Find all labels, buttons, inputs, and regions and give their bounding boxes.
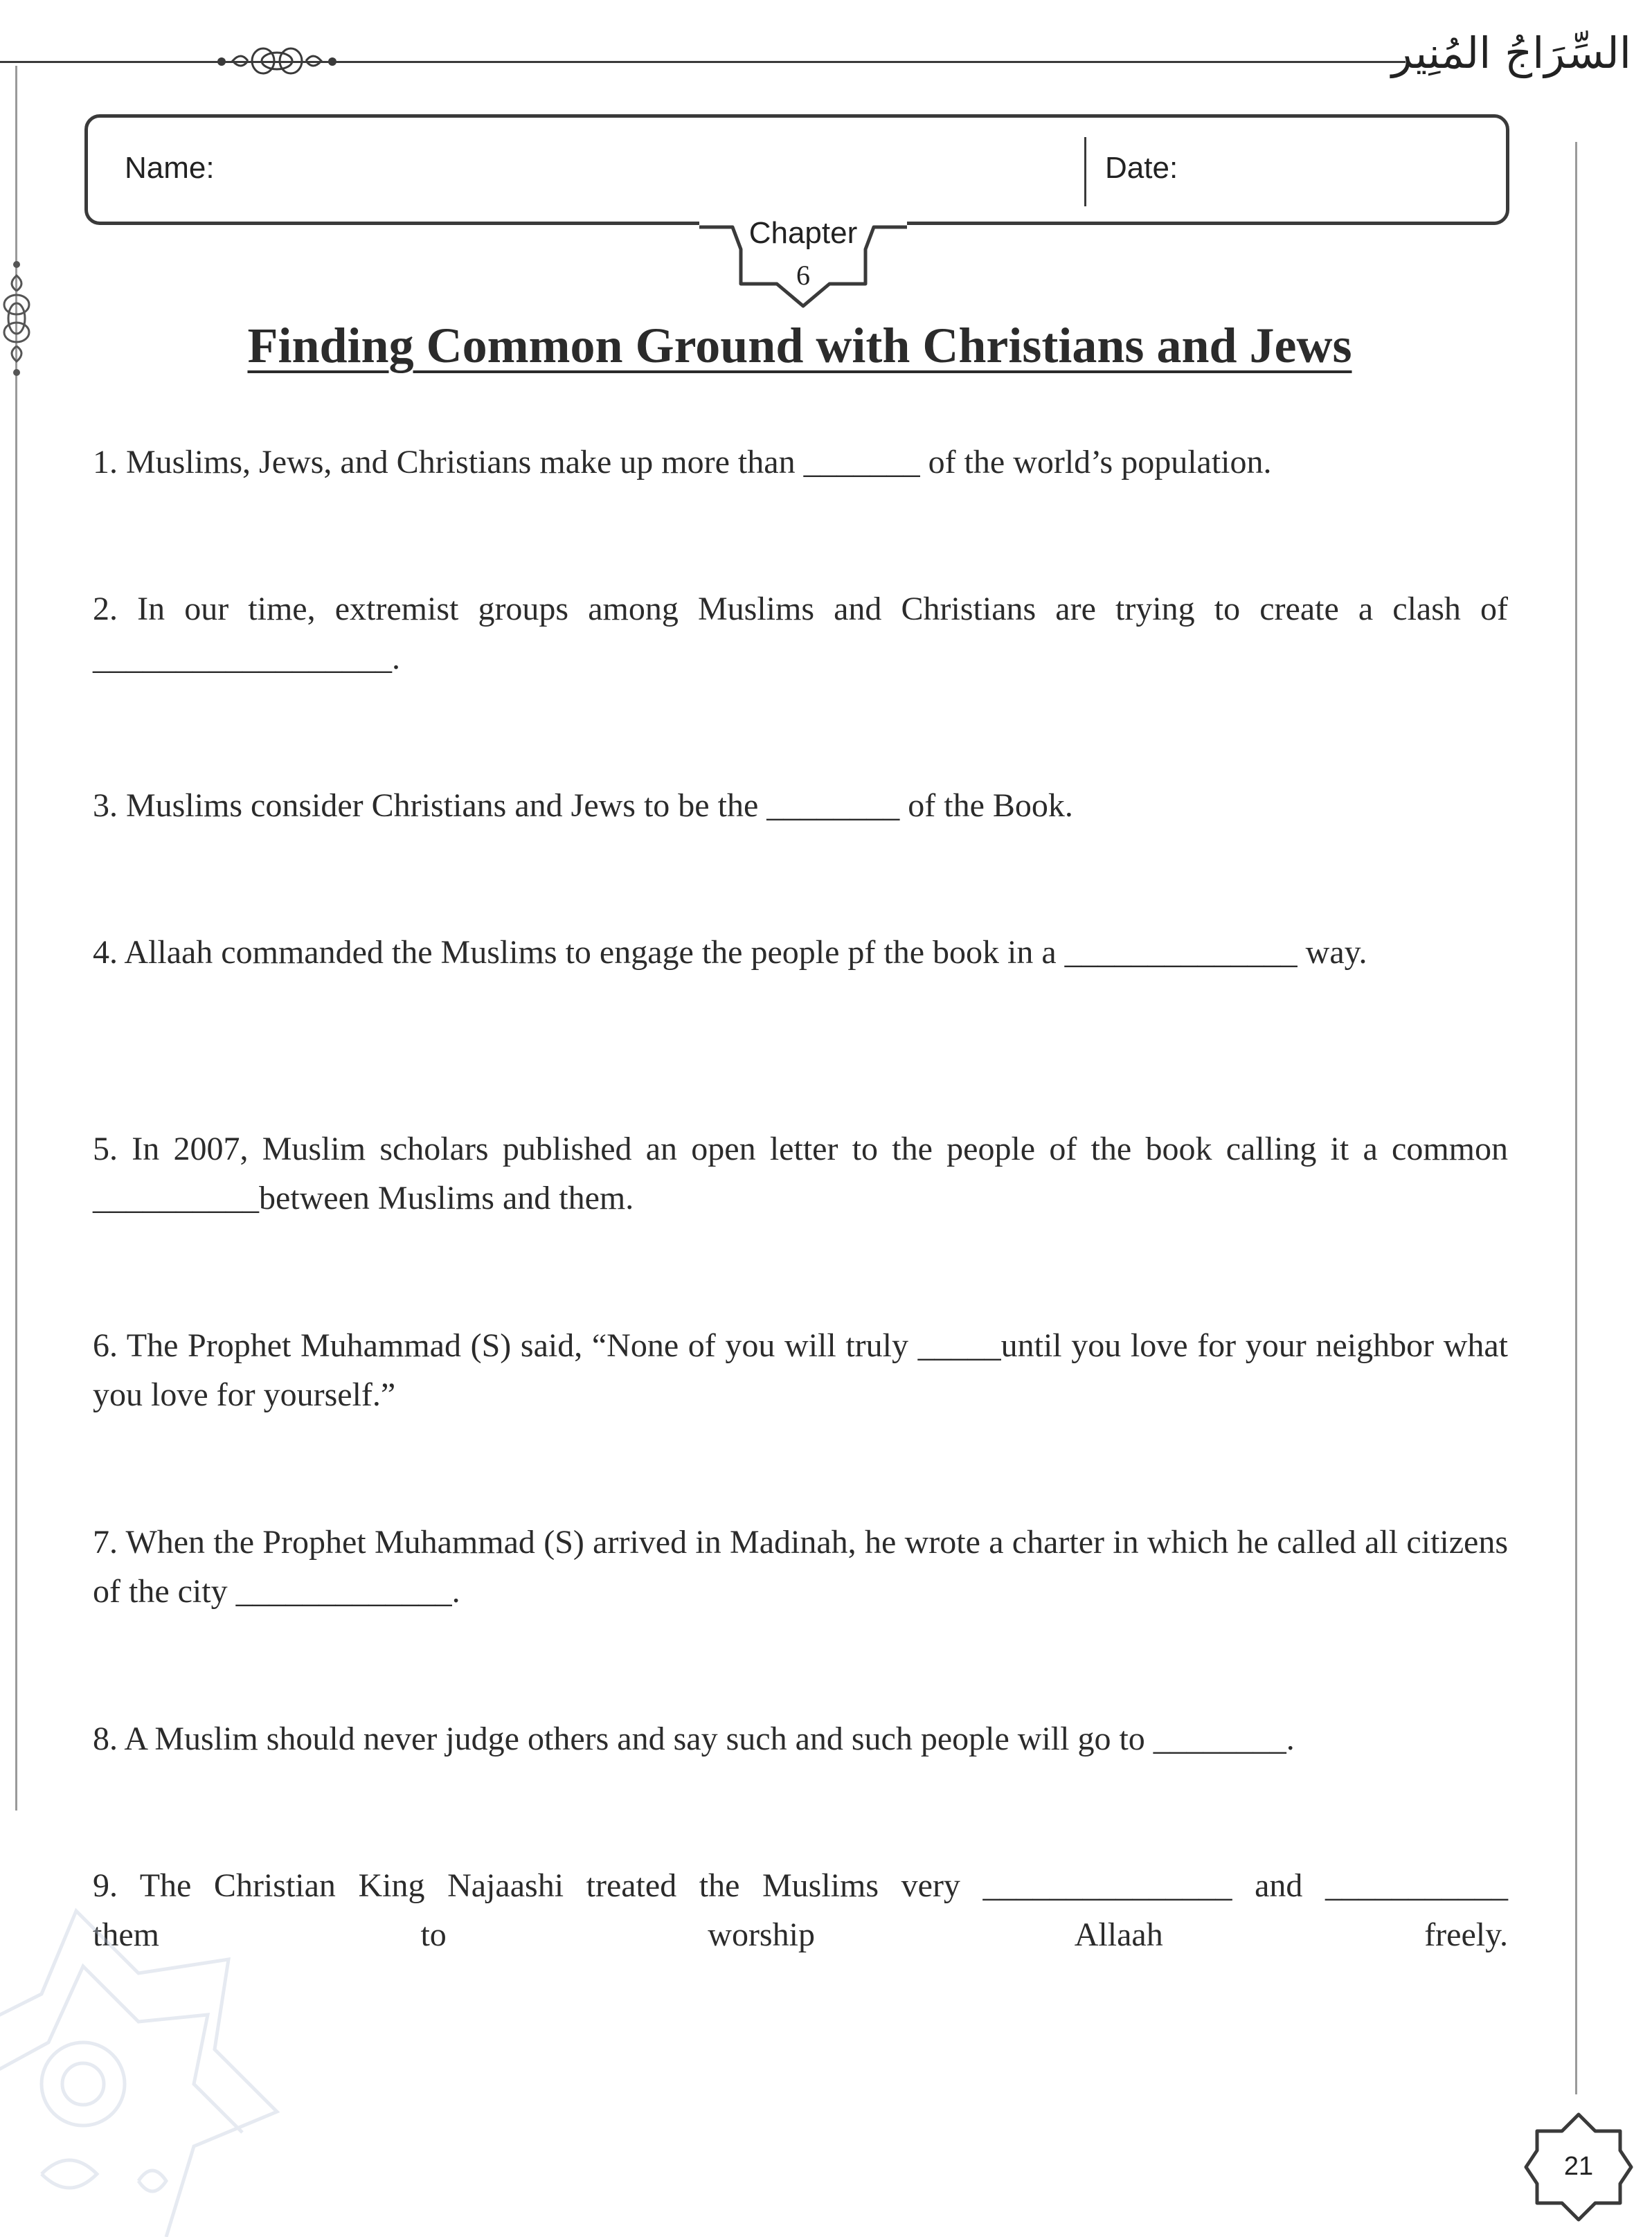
question-1: 1. Muslims, Jews, and Christians make up more than _______ of the world’s population. (93, 444, 1272, 480)
name-date-box (84, 114, 1509, 225)
flourish-ornament-icon (208, 40, 346, 82)
question-4: 4. Allaah commanded the Muslims to engage the people pf the book in a ______________ way. (93, 934, 1367, 971)
chapter-number: 6 (796, 260, 810, 291)
date-label: Date: (1105, 151, 1178, 185)
watermark-ornament-icon (0, 1856, 360, 2237)
right-border-line (1575, 142, 1577, 2094)
worksheet-title (0, 317, 1599, 375)
question-9: 9. The Christian King Najaashi treated the Muslims very _______________ and ___________ them to worship Allaah freely. (93, 1867, 1508, 1953)
question-2: 2. In our time, extremist groups among Muslims and Christians are trying to create a clash of __________________. (93, 591, 1508, 676)
question-7: 7. When the Prophet Muhammad (S) arrived in Madinah, he wrote a charter in which he called all citizens of the city _____________. (93, 1524, 1508, 1610)
question-5: 5. In 2007, Muslim scholars published an open letter to the people of the book calling it a common __________between Muslims and them. (93, 1131, 1508, 1216)
name-label: Name: (125, 151, 215, 185)
question-3: 3. Muslims consider Christians and Jews to be the ________ of the Book. (93, 787, 1073, 824)
page-number: 21 (1563, 2152, 1594, 2181)
name-date-divider (1084, 137, 1086, 206)
chapter-label: Chapter (748, 216, 858, 250)
question-6: 6. The Prophet Muhammad (S) said, “None of you will truly _____until you love for your neighbor what you love for yourself.” (93, 1327, 1508, 1413)
question-8: 8. A Muslim should never judge others and say such and such people will go to ________. (93, 1721, 1295, 1757)
brand-logo-arabic: السِّرَاجُ المُنِير (1391, 28, 1631, 78)
worksheet-title-text: Finding Common Ground with Christians and Jews (247, 318, 1352, 373)
